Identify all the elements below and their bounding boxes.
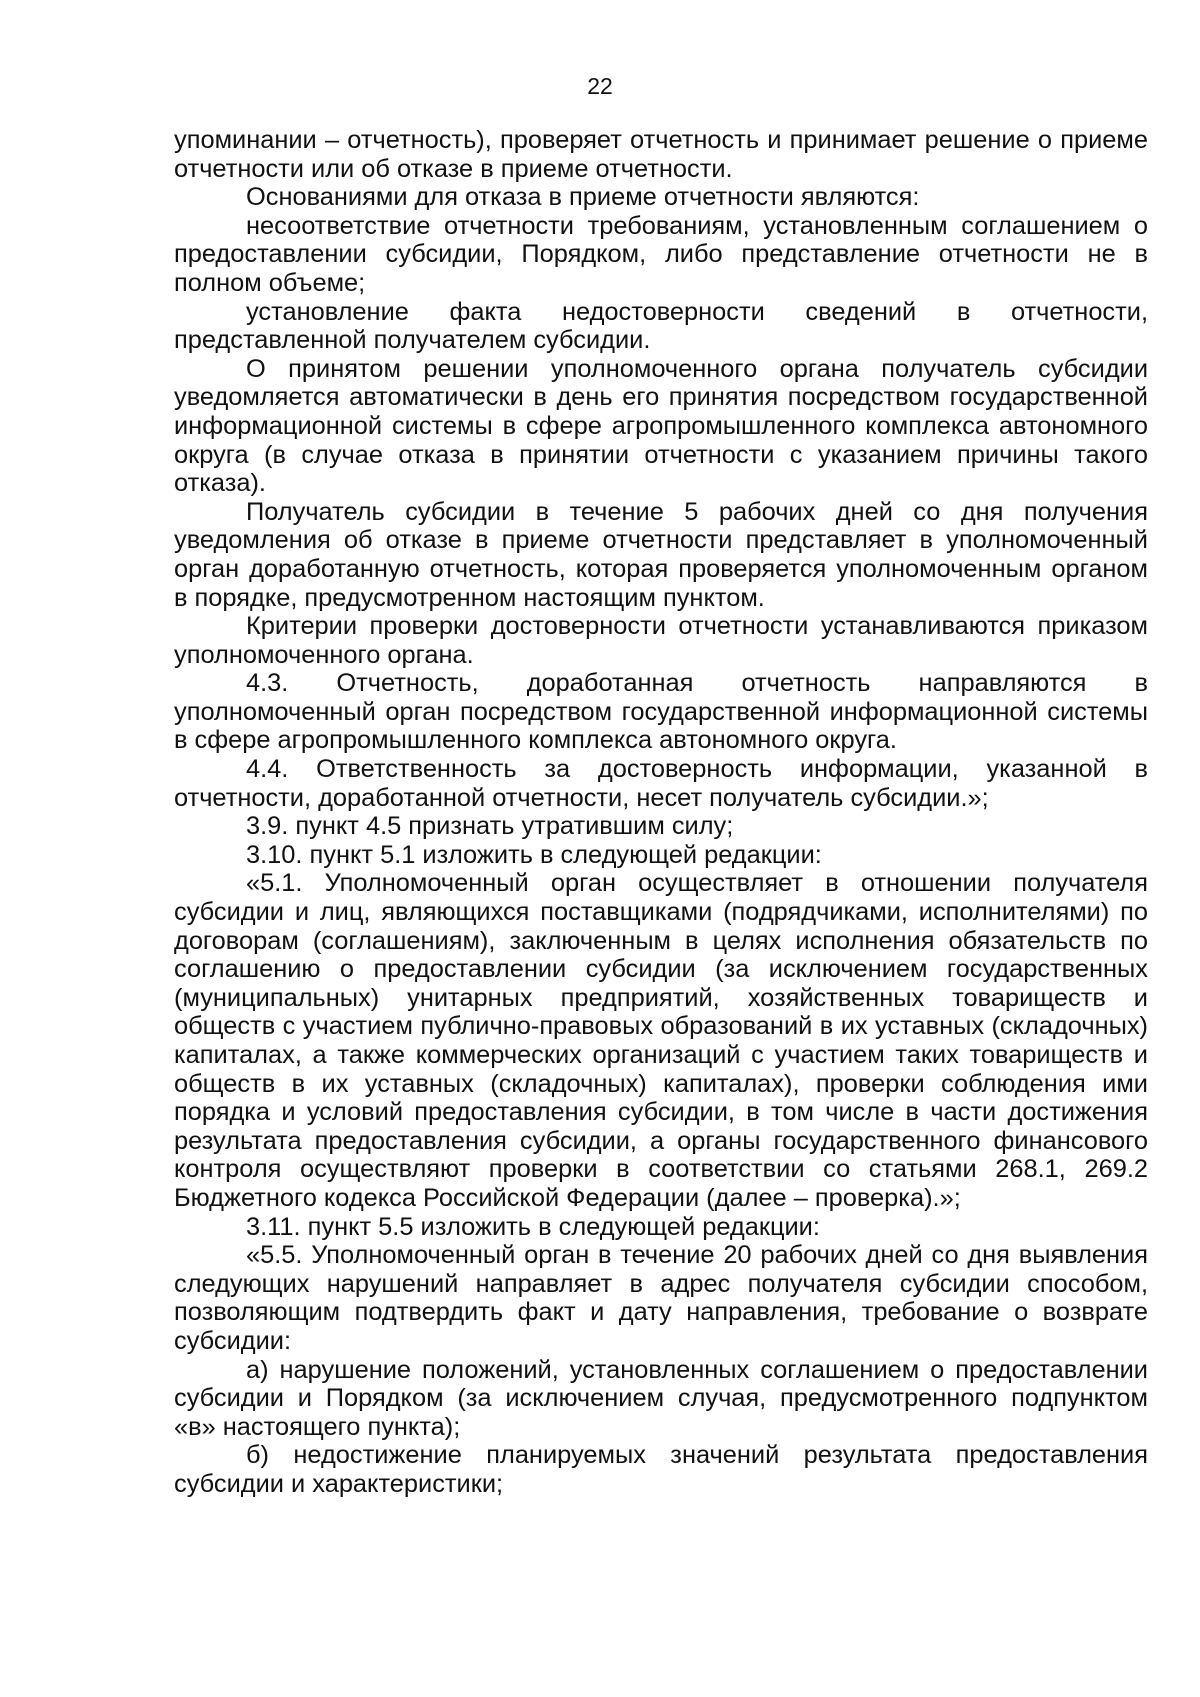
paragraph-item-3-10: 3.10. пункт 5.1 изложить в следующей редакции: <box>246 840 822 869</box>
paragraph-revised-report: Получатель субсидии в течение 5 рабочих дней со дня получения уведомления об отказе в приеме отчетности представляет в уполномоченный орган доработанную отчетность, которая проверяется уполномоченным органом в порядке, предусмотренном настоящим пунктом. <box>174 497 1148 612</box>
paragraph-refusal-ground-nonconformity: несоответствие отчетности требованиям, установленным соглашением о предоставлении субсидии, Порядком, либо представление отчетности не в полном объеме; <box>174 211 1148 297</box>
paragraph-continuation: упоминании – отчетность), проверяет отчетность и принимает решение о приеме отчетности или об отказе в приеме отчетности. <box>174 126 1148 183</box>
paragraph-clause-4-4: 4.4. Ответственность за достоверность информации, указанной в отчетности, доработанной отчетности, несет получатель субсидии.»; <box>174 755 1148 812</box>
paragraph-decision-notification: О принятом решении уполномоченного органа получатель субсидии уведомляется автоматически в день его принятия посредством государственной информационной системы в сфере агропромышленного комплекса автономного округа (в случае отказа в принятии отчетности с указанием причины такого отказа). <box>174 354 1148 498</box>
paragraph-refusal-ground-unreliability: установление факта недостоверности сведений в отчетности, представленной получателем субсидии. <box>174 297 1148 355</box>
document-body <box>174 126 1148 1499</box>
paragraph-clause-4-3: 4.3. Отчетность, доработанная отчетность направляются в уполномоченный орган посредством государственной информационной системы в сфере агропромышленного комплекса автономного округа. <box>174 669 1148 755</box>
paragraph-clause-5-1: «5.1. Уполномоченный орган осуществляет в отношении получателя субсидии и лиц, являющихся поставщиками (подрядчиками, исполнителями) по договорам (соглашениям), заключенным в целях исполнения обязательств по соглашению о предоставлении субсидии (за исключением государственных (муниципальных) унитарных предприятий, хозяйственных товариществ и обществ с участием публично-правовых образований в их уставных (складочных) капиталах, а также коммерческих организаций с участием таких товариществ и обществ в их уставных (складочных) капиталах), проверки соблюдения ими порядка и условий предоставления субсидии, в том числе в части достижения результата предоставления субсидии, а органы государственного финансового контроля осуществляют проверки в соответствии со статьями 268.1, 269.2 Бюджетного кодекса Российской Федерации (далее – проверка).»; <box>174 869 1148 1212</box>
paragraph-item-3-11: 3.11. пункт 5.5 изложить в следующей редакции: <box>246 1212 820 1241</box>
paragraph-verification-criteria: Критерии проверки достоверности отчетности устанавливаются приказом уполномоченного органа. <box>174 612 1148 669</box>
paragraph-subitem-a: а) нарушение положений, установленных соглашением о предоставлении субсидии и Порядком (за исключением случая, предусмотренного подпунктом «в» настоящего пункта); <box>174 1355 1148 1441</box>
page-number: 22 <box>587 73 613 99</box>
paragraph-refusal-grounds-intro: Основаниями для отказа в приеме отчетности являются: <box>246 183 920 212</box>
paragraph-item-3-9: 3.9. пункт 4.5 признать утратившим силу; <box>246 812 734 841</box>
paragraph-subitem-b: б) недостижение планируемых значений результата предоставления субсидии и характеристики; <box>174 1441 1148 1498</box>
paragraph-clause-5-5: «5.5. Уполномоченный орган в течение 20 рабочих дней со дня выявления следующих нарушений направляет в адрес получателя субсидии способом, позволяющим подтвердить факт и дату направления, требование о возврате субсидии: <box>174 1241 1148 1355</box>
